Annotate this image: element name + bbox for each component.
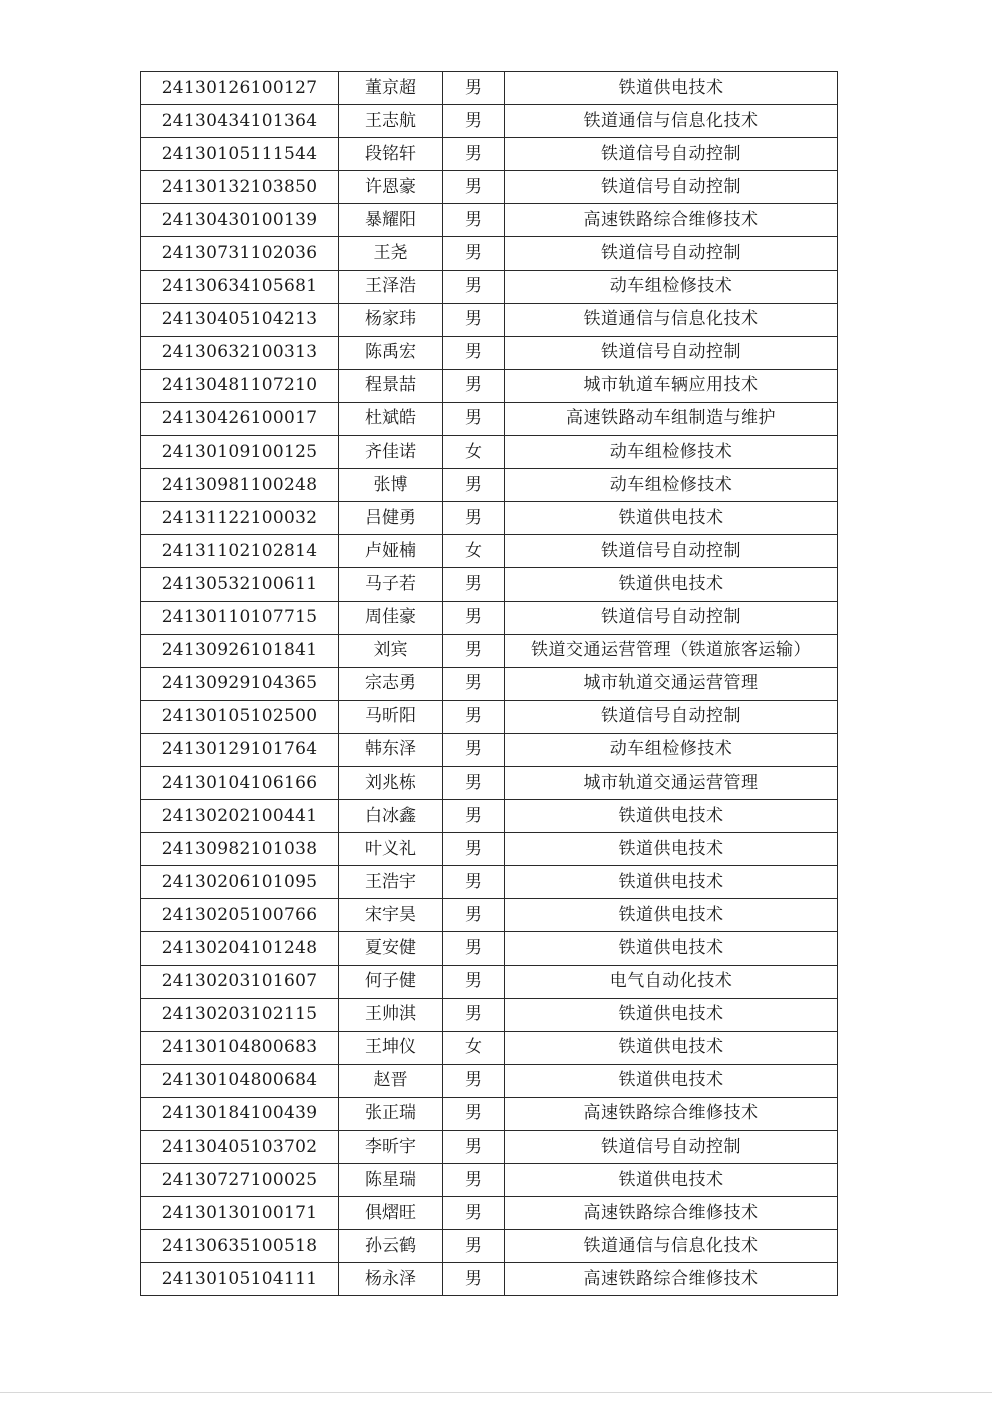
student-name-cell: 叶义礼: [339, 833, 443, 866]
student-id-cell: 24130184100439: [141, 1097, 339, 1130]
table-row: [141, 1131, 838, 1164]
student-id-cell: 24130731102036: [141, 237, 339, 270]
gender-cell: 男: [443, 270, 505, 303]
student-name-cell: 韩东泽: [339, 733, 443, 766]
gender-cell: 男: [443, 667, 505, 700]
student-name-cell: 周佳豪: [339, 601, 443, 634]
student-id-cell: 24130109100125: [141, 436, 339, 469]
student-name-cell: 王坤仪: [339, 1031, 443, 1064]
gender-cell: 男: [443, 866, 505, 899]
student-id-cell: 24130405103702: [141, 1131, 339, 1164]
student-id-cell: 24130430100139: [141, 204, 339, 237]
table-row: [141, 171, 838, 204]
student-id-cell: 24130204101248: [141, 932, 339, 965]
table-row: [141, 766, 838, 799]
table-row: [141, 237, 838, 270]
student-name-cell: 张正瑞: [339, 1097, 443, 1130]
student-name-cell: 刘兆栋: [339, 766, 443, 799]
major-cell: 动车组检修技术: [505, 469, 838, 502]
student-id-cell: 24130532100611: [141, 568, 339, 601]
major-cell: 铁道供电技术: [505, 866, 838, 899]
major-cell: 高速铁路动车组制造与维护: [505, 402, 838, 435]
student-name-cell: 王帅淇: [339, 998, 443, 1031]
gender-cell: 男: [443, 1097, 505, 1130]
student-name-cell: 刘宾: [339, 634, 443, 667]
major-cell: 铁道供电技术: [505, 1031, 838, 1064]
major-cell: 铁道供电技术: [505, 568, 838, 601]
major-cell: 铁道通信与信息化技术: [505, 1230, 838, 1263]
table-row: [141, 568, 838, 601]
page-bottom-rule: [0, 1392, 992, 1393]
table-row: [141, 105, 838, 138]
table-row: [141, 700, 838, 733]
student-id-cell: 24130481107210: [141, 369, 339, 402]
table-row: [141, 965, 838, 998]
student-id-cell: 24130929104365: [141, 667, 339, 700]
table-row: [141, 535, 838, 568]
table-row: [141, 204, 838, 237]
major-cell: 铁道供电技术: [505, 932, 838, 965]
major-cell: 铁道信号自动控制: [505, 336, 838, 369]
table-row: [141, 899, 838, 932]
student-name-cell: 暴耀阳: [339, 204, 443, 237]
student-id-cell: 24130104800684: [141, 1064, 339, 1097]
major-cell: 高速铁路综合维修技术: [505, 1097, 838, 1130]
gender-cell: 男: [443, 1263, 505, 1296]
major-cell: 铁道交通运营管理（铁道旅客运输）: [505, 634, 838, 667]
gender-cell: 男: [443, 965, 505, 998]
table-row: [141, 1263, 838, 1296]
table-row: [141, 733, 838, 766]
roster-body: [141, 72, 838, 1296]
table-row: [141, 932, 838, 965]
major-cell: 高速铁路综合维修技术: [505, 204, 838, 237]
student-id-cell: 24130434101364: [141, 105, 339, 138]
table-row: [141, 369, 838, 402]
table-row: [141, 634, 838, 667]
major-cell: 铁道信号自动控制: [505, 237, 838, 270]
student-id-cell: 24131122100032: [141, 502, 339, 535]
gender-cell: 女: [443, 436, 505, 469]
student-id-cell: 24130202100441: [141, 800, 339, 833]
gender-cell: 女: [443, 535, 505, 568]
student-name-cell: 孙云鹤: [339, 1230, 443, 1263]
student-id-cell: 24130110107715: [141, 601, 339, 634]
major-cell: 动车组检修技术: [505, 270, 838, 303]
student-id-cell: 24130426100017: [141, 402, 339, 435]
major-cell: 动车组检修技术: [505, 436, 838, 469]
major-cell: 铁道供电技术: [505, 1164, 838, 1197]
gender-cell: 男: [443, 1131, 505, 1164]
table-row: [141, 1164, 838, 1197]
table-row: [141, 72, 838, 105]
table-row: [141, 800, 838, 833]
student-name-cell: 赵晋: [339, 1064, 443, 1097]
table-row: [141, 866, 838, 899]
major-cell: 铁道通信与信息化技术: [505, 105, 838, 138]
gender-cell: 男: [443, 105, 505, 138]
gender-cell: 男: [443, 1164, 505, 1197]
major-cell: 铁道供电技术: [505, 1064, 838, 1097]
gender-cell: 男: [443, 303, 505, 336]
student-name-cell: 程景喆: [339, 369, 443, 402]
gender-cell: 女: [443, 1031, 505, 1064]
major-cell: 铁道信号自动控制: [505, 138, 838, 171]
student-id-cell: 24130105102500: [141, 700, 339, 733]
table-row: [141, 138, 838, 171]
student-name-cell: 白冰鑫: [339, 800, 443, 833]
gender-cell: 男: [443, 899, 505, 932]
gender-cell: 男: [443, 204, 505, 237]
student-name-cell: 陈禹宏: [339, 336, 443, 369]
student-id-cell: 24130635100518: [141, 1230, 339, 1263]
student-id-cell: 24130104800683: [141, 1031, 339, 1064]
student-id-cell: 24130130100171: [141, 1197, 339, 1230]
major-cell: 电气自动化技术: [505, 965, 838, 998]
major-cell: 铁道信号自动控制: [505, 700, 838, 733]
student-id-cell: 24130982101038: [141, 833, 339, 866]
student-name-cell: 卢娅楠: [339, 535, 443, 568]
student-name-cell: 吕健勇: [339, 502, 443, 535]
student-id-cell: 24130205100766: [141, 899, 339, 932]
gender-cell: 男: [443, 138, 505, 171]
table-row: [141, 1097, 838, 1130]
gender-cell: 男: [443, 700, 505, 733]
table-row: [141, 303, 838, 336]
gender-cell: 男: [443, 171, 505, 204]
major-cell: 铁道供电技术: [505, 800, 838, 833]
student-name-cell: 许恩豪: [339, 171, 443, 204]
student-name-cell: 宋宇昊: [339, 899, 443, 932]
gender-cell: 男: [443, 998, 505, 1031]
table-row: [141, 667, 838, 700]
major-cell: 动车组检修技术: [505, 733, 838, 766]
student-name-cell: 马子若: [339, 568, 443, 601]
gender-cell: 男: [443, 502, 505, 535]
student-id-cell: 24130132103850: [141, 171, 339, 204]
table-row: [141, 469, 838, 502]
major-cell: 铁道信号自动控制: [505, 171, 838, 204]
gender-cell: 男: [443, 568, 505, 601]
student-name-cell: 杜斌皓: [339, 402, 443, 435]
table-row: [141, 336, 838, 369]
student-name-cell: 齐佳诺: [339, 436, 443, 469]
major-cell: 铁道信号自动控制: [505, 535, 838, 568]
major-cell: 铁道供电技术: [505, 833, 838, 866]
major-cell: 铁道信号自动控制: [505, 1131, 838, 1164]
gender-cell: 男: [443, 932, 505, 965]
table-row: [141, 998, 838, 1031]
student-name-cell: 夏安健: [339, 932, 443, 965]
gender-cell: 男: [443, 766, 505, 799]
student-name-cell: 马昕阳: [339, 700, 443, 733]
gender-cell: 男: [443, 72, 505, 105]
table-row: [141, 1064, 838, 1097]
student-name-cell: 董京超: [339, 72, 443, 105]
major-cell: 铁道供电技术: [505, 72, 838, 105]
student-name-cell: 何子健: [339, 965, 443, 998]
student-id-cell: 24130203102115: [141, 998, 339, 1031]
major-cell: 铁道供电技术: [505, 899, 838, 932]
table-row: [141, 436, 838, 469]
table-row: [141, 270, 838, 303]
gender-cell: 男: [443, 800, 505, 833]
major-cell: 城市轨道交通运营管理: [505, 766, 838, 799]
gender-cell: 男: [443, 402, 505, 435]
student-name-cell: 段铭轩: [339, 138, 443, 171]
student-name-cell: 王泽浩: [339, 270, 443, 303]
major-cell: 铁道供电技术: [505, 502, 838, 535]
major-cell: 高速铁路综合维修技术: [505, 1263, 838, 1296]
gender-cell: 男: [443, 733, 505, 766]
student-name-cell: 张博: [339, 469, 443, 502]
student-name-cell: 王浩宇: [339, 866, 443, 899]
major-cell: 铁道供电技术: [505, 998, 838, 1031]
student-id-cell: 24130129101764: [141, 733, 339, 766]
gender-cell: 男: [443, 634, 505, 667]
table-row: [141, 1197, 838, 1230]
student-id-cell: 24130981100248: [141, 469, 339, 502]
student-id-cell: 24130105111544: [141, 138, 339, 171]
student-name-cell: 杨家玮: [339, 303, 443, 336]
gender-cell: 男: [443, 336, 505, 369]
major-cell: 铁道通信与信息化技术: [505, 303, 838, 336]
student-id-cell: 24130203101607: [141, 965, 339, 998]
major-cell: 高速铁路综合维修技术: [505, 1197, 838, 1230]
student-id-cell: 24130727100025: [141, 1164, 339, 1197]
student-name-cell: 杨永泽: [339, 1263, 443, 1296]
table-row: [141, 833, 838, 866]
student-id-cell: 24130104106166: [141, 766, 339, 799]
table-row: [141, 601, 838, 634]
table-row: [141, 1230, 838, 1263]
student-id-cell: 24130405104213: [141, 303, 339, 336]
student-roster-table: [140, 71, 838, 1296]
student-name-cell: 俱熠旺: [339, 1197, 443, 1230]
gender-cell: 男: [443, 601, 505, 634]
student-id-cell: 24130206101095: [141, 866, 339, 899]
student-id-cell: 24131102102814: [141, 535, 339, 568]
student-id-cell: 24130126100127: [141, 72, 339, 105]
student-id-cell: 24130105104111: [141, 1263, 339, 1296]
gender-cell: 男: [443, 469, 505, 502]
major-cell: 铁道信号自动控制: [505, 601, 838, 634]
gender-cell: 男: [443, 1197, 505, 1230]
major-cell: 城市轨道交通运营管理: [505, 667, 838, 700]
gender-cell: 男: [443, 833, 505, 866]
student-name-cell: 李昕宇: [339, 1131, 443, 1164]
student-name-cell: 王尧: [339, 237, 443, 270]
student-name-cell: 陈星瑞: [339, 1164, 443, 1197]
gender-cell: 男: [443, 1230, 505, 1263]
major-cell: 城市轨道车辆应用技术: [505, 369, 838, 402]
student-id-cell: 24130926101841: [141, 634, 339, 667]
table-row: [141, 402, 838, 435]
student-id-cell: 24130632100313: [141, 336, 339, 369]
gender-cell: 男: [443, 237, 505, 270]
student-name-cell: 王志航: [339, 105, 443, 138]
student-id-cell: 24130634105681: [141, 270, 339, 303]
table-row: [141, 502, 838, 535]
student-name-cell: 宗志勇: [339, 667, 443, 700]
gender-cell: 男: [443, 1064, 505, 1097]
table-row: [141, 1031, 838, 1064]
gender-cell: 男: [443, 369, 505, 402]
